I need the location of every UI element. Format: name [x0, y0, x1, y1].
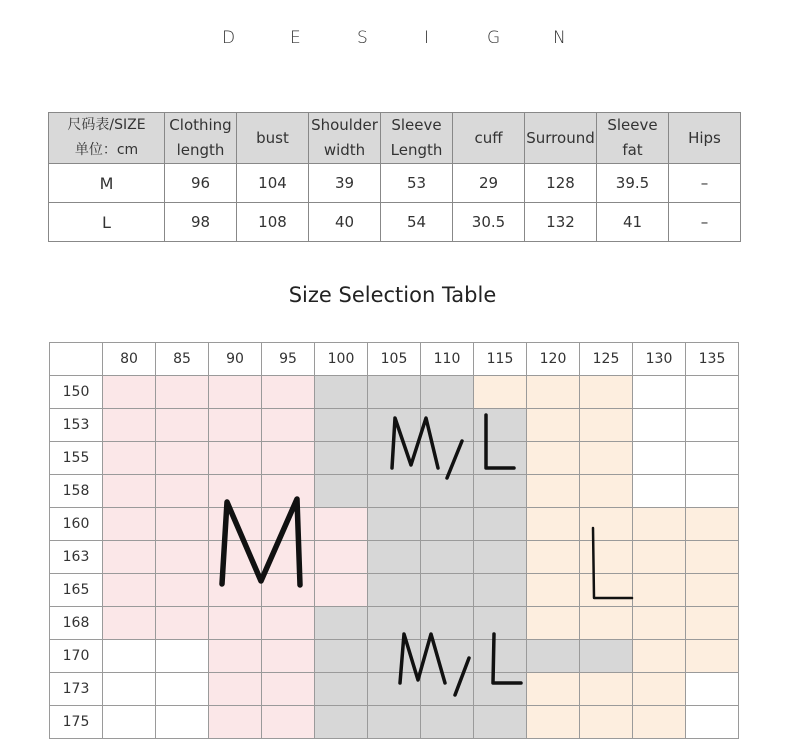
- header-bust: bust: [237, 113, 309, 164]
- height-header: 175: [50, 706, 103, 739]
- height-header: 160: [50, 508, 103, 541]
- grid-cell: [103, 442, 156, 475]
- grid-cell: [474, 673, 527, 706]
- grid-cell: [156, 607, 209, 640]
- grid-cell: [421, 475, 474, 508]
- grid-row: [50, 409, 739, 442]
- grid-cell: [315, 607, 368, 640]
- height-header: 150: [50, 376, 103, 409]
- grid-cell: [686, 574, 739, 607]
- brand-letter: G: [487, 28, 501, 48]
- grid-cell: [262, 508, 315, 541]
- grid-cell: [315, 475, 368, 508]
- height-header: 153: [50, 409, 103, 442]
- grid-cell: [527, 607, 580, 640]
- grid-cell: [209, 442, 262, 475]
- weight-header: 130: [633, 343, 686, 376]
- grid-cell: [262, 409, 315, 442]
- header-hips: Hips: [669, 113, 741, 164]
- grid-cell: [633, 376, 686, 409]
- grid-cell: [368, 541, 421, 574]
- weight-header: 95: [262, 343, 315, 376]
- measure-cell: 98: [165, 203, 237, 242]
- grid-cell: [315, 376, 368, 409]
- measure-cell: 108: [237, 203, 309, 242]
- grid-cell: [474, 376, 527, 409]
- grid-cell: [368, 673, 421, 706]
- weight-header: 90: [209, 343, 262, 376]
- height-header: 155: [50, 442, 103, 475]
- grid-cell: [262, 442, 315, 475]
- grid-cell: [474, 541, 527, 574]
- grid-cell: [686, 706, 739, 739]
- grid-cell: [474, 607, 527, 640]
- weight-header: 135: [686, 343, 739, 376]
- grid-cell: [421, 607, 474, 640]
- size-label: L: [49, 203, 165, 242]
- grid-cell: [686, 508, 739, 541]
- grid-cell: [315, 541, 368, 574]
- grid-cell: [686, 409, 739, 442]
- grid-cell: [156, 442, 209, 475]
- brand-letter: N: [553, 28, 566, 48]
- header-sleeve-length: Sleeve Length: [381, 113, 453, 164]
- grid-cell: [368, 409, 421, 442]
- grid-cell: [368, 607, 421, 640]
- grid-cell: [633, 673, 686, 706]
- header-sleeve-fat: Sleeve fat: [597, 113, 669, 164]
- grid-cell: [686, 673, 739, 706]
- grid-cell: [474, 442, 527, 475]
- grid-cell: [633, 607, 686, 640]
- grid-cell: [527, 508, 580, 541]
- grid-cell: [580, 508, 633, 541]
- grid-cell: [580, 541, 633, 574]
- grid-cell: [580, 706, 633, 739]
- grid-row: [50, 376, 739, 409]
- grid-cell: [421, 409, 474, 442]
- weight-header: 80: [103, 343, 156, 376]
- grid-cell: [368, 376, 421, 409]
- grid-cell: [103, 475, 156, 508]
- grid-cell: [103, 508, 156, 541]
- grid-cell: [315, 673, 368, 706]
- header-size-unit: 尺码表/SIZE 单位：cm: [49, 113, 165, 164]
- grid-cell: [103, 376, 156, 409]
- grid-cell: [527, 442, 580, 475]
- grid-cell: [315, 442, 368, 475]
- grid-cell: [315, 574, 368, 607]
- grid-cell: [209, 475, 262, 508]
- grid-cell: [474, 409, 527, 442]
- grid-cell: [421, 442, 474, 475]
- brand-heading: [0, 28, 785, 52]
- grid-cell: [527, 475, 580, 508]
- grid-cell: [527, 376, 580, 409]
- measure-cell: 39.5: [597, 164, 669, 203]
- grid-cell: [368, 640, 421, 673]
- grid-cell: [474, 640, 527, 673]
- grid-row: [50, 541, 739, 574]
- grid-cell: [209, 673, 262, 706]
- grid-cell: [527, 574, 580, 607]
- grid-cell: [262, 376, 315, 409]
- weight-header: 125: [580, 343, 633, 376]
- measure-cell: 30.5: [453, 203, 525, 242]
- grid-cell: [421, 640, 474, 673]
- grid-cell: [474, 508, 527, 541]
- grid-cell: [686, 376, 739, 409]
- grid-cell: [633, 706, 686, 739]
- grid-cell: [421, 508, 474, 541]
- grid-cell: [262, 541, 315, 574]
- grid-cell: [421, 541, 474, 574]
- grid-cell: [103, 706, 156, 739]
- size-label: M: [49, 164, 165, 203]
- grid-cell: [527, 706, 580, 739]
- grid-cell: [580, 574, 633, 607]
- grid-cell: [474, 706, 527, 739]
- measure-cell: –: [669, 164, 741, 203]
- height-header: 158: [50, 475, 103, 508]
- grid-cell: [368, 508, 421, 541]
- grid-cell: [368, 475, 421, 508]
- grid-cell: [156, 376, 209, 409]
- grid-cell: [209, 640, 262, 673]
- header-clothing-length: Clothing length: [165, 113, 237, 164]
- grid-cell: [103, 640, 156, 673]
- grid-cell: [580, 673, 633, 706]
- measurement-row-m: [49, 164, 741, 203]
- grid-cell: [209, 541, 262, 574]
- grid-cell: [209, 706, 262, 739]
- brand-letter: E: [290, 28, 301, 48]
- measure-cell: 54: [381, 203, 453, 242]
- grid-cell: [103, 673, 156, 706]
- grid-row: [50, 706, 739, 739]
- measure-cell: 40: [309, 203, 381, 242]
- grid-cell: [421, 706, 474, 739]
- grid-cell: [633, 409, 686, 442]
- measure-cell: 29: [453, 164, 525, 203]
- grid-cell: [633, 640, 686, 673]
- grid-row: [50, 442, 739, 475]
- grid-row: [50, 475, 739, 508]
- measure-cell: 53: [381, 164, 453, 203]
- grid-cell: [315, 508, 368, 541]
- grid-cell: [527, 541, 580, 574]
- grid-cell: [262, 640, 315, 673]
- height-header: 165: [50, 574, 103, 607]
- measure-cell: 41: [597, 203, 669, 242]
- grid-cell: [103, 409, 156, 442]
- measurement-header-row: [49, 113, 741, 164]
- grid-cell: [156, 409, 209, 442]
- grid-cell: [156, 574, 209, 607]
- measurement-table: [48, 112, 741, 242]
- grid-cell: [580, 442, 633, 475]
- weight-header: 105: [368, 343, 421, 376]
- grid-cell: [103, 541, 156, 574]
- grid-cell: [103, 574, 156, 607]
- grid-cell: [209, 607, 262, 640]
- measurement-row-l: [49, 203, 741, 242]
- brand-letter: S: [357, 28, 368, 48]
- grid-cell: [580, 475, 633, 508]
- height-header: 163: [50, 541, 103, 574]
- grid-cell: [686, 607, 739, 640]
- grid-cell: [421, 376, 474, 409]
- measure-cell: 39: [309, 164, 381, 203]
- grid-cell: [633, 541, 686, 574]
- grid-cell: [421, 673, 474, 706]
- grid-cell: [209, 376, 262, 409]
- grid-row: [50, 508, 739, 541]
- grid-cell: [156, 475, 209, 508]
- grid-cell: [527, 409, 580, 442]
- weight-header: 120: [527, 343, 580, 376]
- measure-cell: 132: [525, 203, 597, 242]
- grid-corner: [50, 343, 103, 376]
- header-shoulder-width: Shoulder width: [309, 113, 381, 164]
- grid-cell: [368, 442, 421, 475]
- grid-cell: [262, 475, 315, 508]
- height-header: 173: [50, 673, 103, 706]
- grid-cell: [209, 574, 262, 607]
- grid-cell: [103, 607, 156, 640]
- weight-header: 85: [156, 343, 209, 376]
- header-cuff: cuff: [453, 113, 525, 164]
- size-selection-title: Size Selection Table: [288, 283, 497, 307]
- grid-cell: [474, 475, 527, 508]
- grid-cell: [474, 574, 527, 607]
- grid-cell: [156, 673, 209, 706]
- grid-cell: [262, 607, 315, 640]
- grid-row: [50, 673, 739, 706]
- measure-cell: 104: [237, 164, 309, 203]
- measure-cell: 96: [165, 164, 237, 203]
- grid-cell: [580, 640, 633, 673]
- grid-cell: [262, 706, 315, 739]
- weight-header: 115: [474, 343, 527, 376]
- grid-cell: [633, 574, 686, 607]
- measure-cell: –: [669, 203, 741, 242]
- grid-cell: [633, 442, 686, 475]
- grid-cell: [156, 706, 209, 739]
- grid-cell: [686, 442, 739, 475]
- grid-cell: [368, 574, 421, 607]
- grid-row: [50, 607, 739, 640]
- weight-header: 110: [421, 343, 474, 376]
- grid-cell: [527, 673, 580, 706]
- grid-cell: [580, 607, 633, 640]
- grid-cell: [156, 508, 209, 541]
- height-header: 168: [50, 607, 103, 640]
- grid-cell: [580, 376, 633, 409]
- grid-cell: [156, 541, 209, 574]
- brand-letter: D: [222, 28, 236, 48]
- grid-cell: [580, 409, 633, 442]
- measure-cell: 128: [525, 164, 597, 203]
- grid-cell: [209, 409, 262, 442]
- grid-cell: [262, 574, 315, 607]
- size-selection-grid: [49, 342, 739, 739]
- grid-cell: [421, 574, 474, 607]
- header-surround: Surround: [525, 113, 597, 164]
- grid-cell: [156, 640, 209, 673]
- grid-cell: [262, 673, 315, 706]
- grid-cell: [209, 508, 262, 541]
- grid-cell: [315, 640, 368, 673]
- grid-cell: [315, 706, 368, 739]
- grid-cell: [686, 541, 739, 574]
- grid-row: [50, 574, 739, 607]
- grid-header-row: [50, 343, 739, 376]
- grid-cell: [686, 475, 739, 508]
- grid-cell: [527, 640, 580, 673]
- height-header: 170: [50, 640, 103, 673]
- grid-cell: [633, 475, 686, 508]
- weight-header: 100: [315, 343, 368, 376]
- grid-cell: [633, 508, 686, 541]
- grid-cell: [315, 409, 368, 442]
- brand-letter: I: [424, 28, 430, 48]
- grid-row: [50, 640, 739, 673]
- grid-cell: [368, 706, 421, 739]
- grid-cell: [686, 640, 739, 673]
